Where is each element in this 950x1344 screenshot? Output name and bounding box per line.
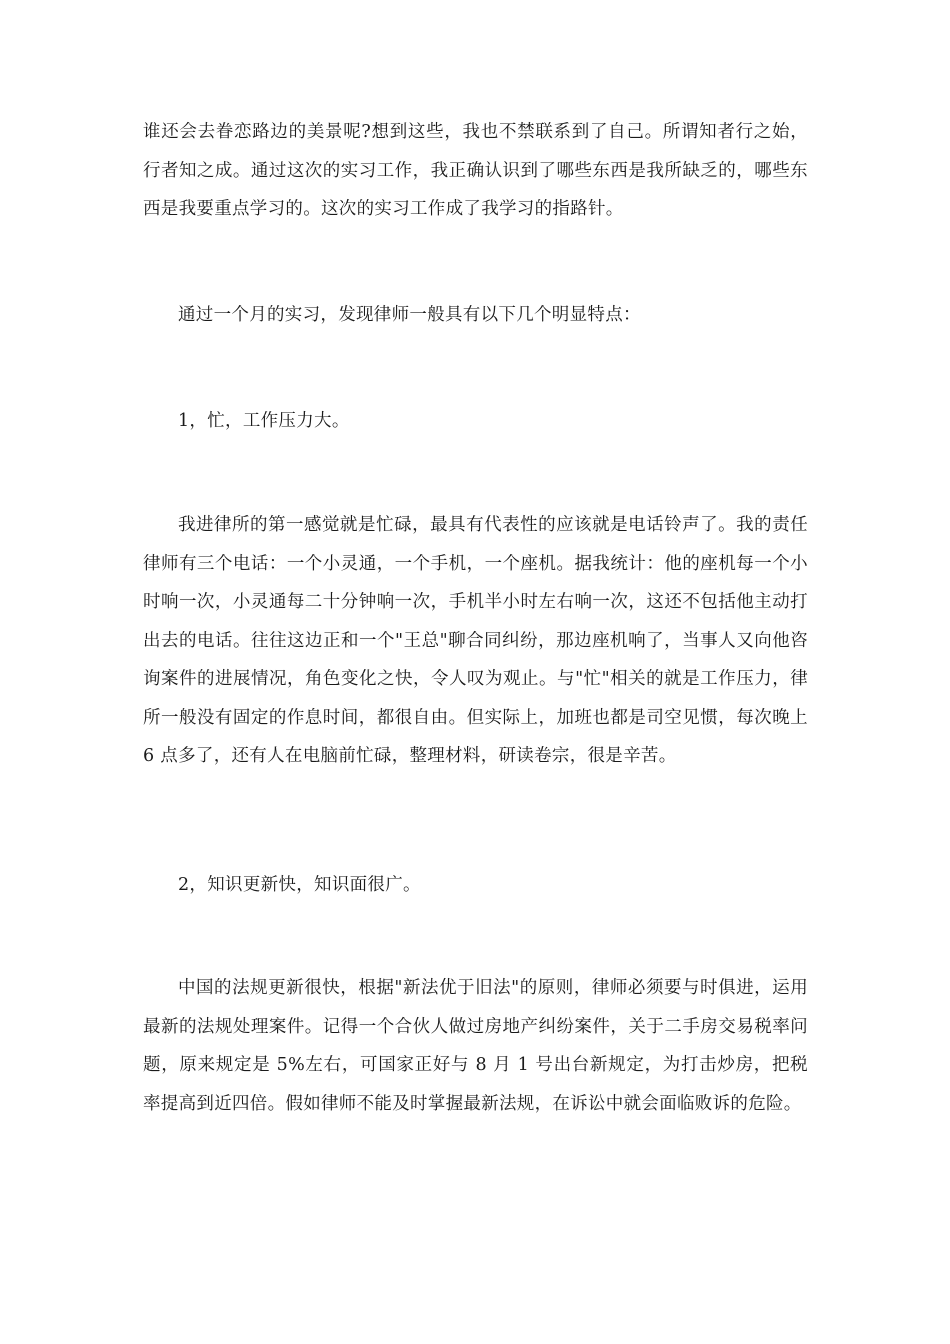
paragraph-continuation: 谁还会去眷恋路边的美景呢?想到这些，我也不禁联系到了自己。所谓知者行之始，行者知之成。通过这次的实习工作，我正确认识到了哪些东西是我所缺乏的，哪些东西是我要重点学习的。这次的实习工作成了我学习的指路针。 bbox=[143, 122, 808, 219]
heading-point-2: 2，知识更新快，知识面很广。 bbox=[178, 875, 421, 895]
heading-point-1: 1，忙，工作压力大。 bbox=[178, 411, 350, 431]
paragraph-knowledge-update: 中国的法规更新很快，根据"新法优于旧法"的原则，律师必须要与时俱进，运用最新的法规处理案件。记得一个合伙人做过房地产纠纷案件，关于二手房交易税率问题，原来规定是 5%左右，可国家正好与 8 月 1 号出台新规定，为打击炒房，把税率提高到近四倍。假如律师不能及时掌握最新法规，在诉讼中就会面临败诉的危险。 bbox=[143, 978, 808, 1114]
paragraph-intro-features: 通过一个月的实习，发现律师一般具有以下几个明显特点： bbox=[178, 305, 641, 325]
paragraph-busy-pressure: 我进律所的第一感觉就是忙碌，最具有代表性的应该就是电话铃声了。我的责任律师有三个电话：一个小灵通，一个手机，一个座机。据我统计：他的座机每一个小时响一次，小灵通每二十分钟响一次，手机半小时左右响一次，这还不包括他主动打出去的电话。往往这边正和一个"王总"聊合同纠纷，那边座机响了，当事人又向他咨询案件的进展情况，角色变化之快，令人叹为观止。与"忙"相关的就是工作压力，律所一般没有固定的作息时间，都很自由。但实际上，加班也都是司空见惯，每次晚上 6 点多了，还有人在电脑前忙碌，整理材料，研读卷宗，很是辛苦。 bbox=[143, 515, 808, 766]
